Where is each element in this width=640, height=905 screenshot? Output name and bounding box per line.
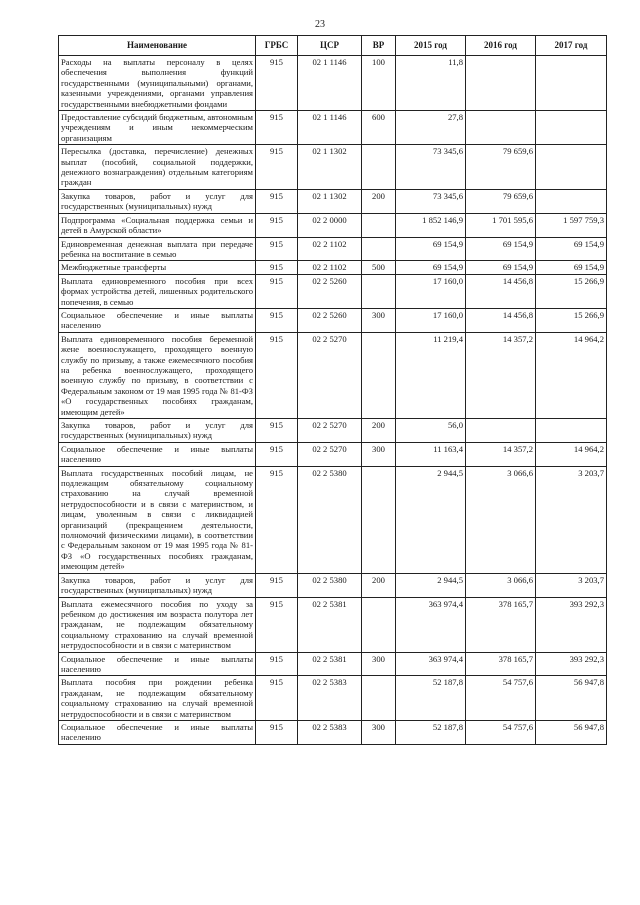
row-vr: 200	[362, 573, 396, 597]
row-csr: 02 2 5270	[298, 442, 362, 466]
row-2016: 3 066,6	[466, 573, 536, 597]
row-2015: 2 944,5	[396, 466, 466, 573]
row-csr: 02 2 5383	[298, 720, 362, 744]
row-vr: 200	[362, 189, 396, 213]
row-csr: 02 2 5260	[298, 274, 362, 308]
row-2015: 69 154,9	[396, 237, 466, 261]
row-2016	[466, 111, 536, 145]
row-2015: 73 345,6	[396, 145, 466, 190]
row-2016: 3 066,6	[466, 466, 536, 573]
row-csr: 02 1 1146	[298, 111, 362, 145]
row-2017: 14 964,2	[536, 332, 607, 418]
row-2017	[536, 419, 607, 443]
row-2015: 56,0	[396, 419, 466, 443]
table-body	[59, 56, 607, 745]
row-2015: 11,8	[396, 56, 466, 111]
row-2017: 69 154,9	[536, 261, 607, 274]
row-vr	[362, 466, 396, 573]
table-row	[59, 261, 607, 274]
row-name: Выплата ежемесячного пособия по уходу за ребенком до достижения им возраста полутора лет гражданам, не подлежащим обязательному социальному страхованию на случай временной нетрудоспособности и в связи с материнством	[59, 597, 256, 652]
row-grbs: 915	[256, 466, 298, 573]
row-2016: 14 357,2	[466, 332, 536, 418]
row-csr: 02 1 1146	[298, 56, 362, 111]
row-2015: 17 160,0	[396, 274, 466, 308]
table-row	[59, 332, 607, 418]
table-row	[59, 442, 607, 466]
row-vr	[362, 597, 396, 652]
row-grbs: 915	[256, 720, 298, 744]
table-row	[59, 56, 607, 111]
row-2015: 52 187,8	[396, 720, 466, 744]
row-csr: 02 2 5381	[298, 597, 362, 652]
row-name: Выплата единовременного пособия при всех формах устройства детей, лишенных родительского попечения, в семью	[59, 274, 256, 308]
row-csr: 02 1 1302	[298, 145, 362, 190]
row-grbs: 915	[256, 261, 298, 274]
row-grbs: 915	[256, 237, 298, 261]
row-name: Единовременная денежная выплата при передаче ребенка на воспитание в семью	[59, 237, 256, 261]
row-2017	[536, 56, 607, 111]
row-2016: 69 154,9	[466, 237, 536, 261]
table-row	[59, 720, 607, 744]
row-2015: 11 163,4	[396, 442, 466, 466]
row-vr	[362, 274, 396, 308]
row-2015: 69 154,9	[396, 261, 466, 274]
row-grbs: 915	[256, 111, 298, 145]
row-name: Подпрограмма «Социальная поддержка семьи и детей в Амурской области»	[59, 213, 256, 237]
row-2015: 27,8	[396, 111, 466, 145]
row-2017: 393 292,3	[536, 652, 607, 676]
row-name: Социальное обеспечение и иные выплаты населению	[59, 442, 256, 466]
row-csr: 02 2 0000	[298, 213, 362, 237]
row-2016: 79 659,6	[466, 189, 536, 213]
row-vr	[362, 237, 396, 261]
row-2015: 11 219,4	[396, 332, 466, 418]
row-grbs: 915	[256, 56, 298, 111]
row-vr	[362, 213, 396, 237]
row-name: Социальное обеспечение и иные выплаты населению	[59, 308, 256, 332]
row-2016: 378 165,7	[466, 652, 536, 676]
row-vr: 300	[362, 308, 396, 332]
row-name: Выплата пособия при рождении ребенка гражданам, не подлежащим обязательному социальному страхованию на случай временной нетрудоспособности и в связи с материнством	[59, 676, 256, 721]
row-grbs: 915	[256, 676, 298, 721]
table-row	[59, 652, 607, 676]
header-2017: 2017 год	[536, 36, 607, 56]
row-2017: 393 292,3	[536, 597, 607, 652]
row-grbs: 915	[256, 189, 298, 213]
row-2016: 14 357,2	[466, 442, 536, 466]
row-name: Социальное обеспечение и иные выплаты населению	[59, 652, 256, 676]
row-name: Закупка товаров, работ и услуг для государственных (муниципальных) нужд	[59, 189, 256, 213]
header-2016: 2016 год	[466, 36, 536, 56]
table-row	[59, 189, 607, 213]
table-row	[59, 419, 607, 443]
row-vr	[362, 676, 396, 721]
table-row	[59, 573, 607, 597]
row-csr: 02 2 5380	[298, 466, 362, 573]
row-name: Закупка товаров, работ и услуг для государственных (муниципальных) нужд	[59, 419, 256, 443]
header-2015: 2015 год	[396, 36, 466, 56]
row-2015: 363 974,4	[396, 597, 466, 652]
row-grbs: 915	[256, 573, 298, 597]
row-csr: 02 2 5383	[298, 676, 362, 721]
row-2017	[536, 145, 607, 190]
row-2017: 56 947,8	[536, 676, 607, 721]
row-2016: 69 154,9	[466, 261, 536, 274]
row-vr: 100	[362, 56, 396, 111]
row-name: Пересылка (доставка, перечисление) денежных выплат (пособий, социальной поддержки, денежного вознаграждения) отдельным категориям граждан	[59, 145, 256, 190]
row-2017: 3 203,7	[536, 466, 607, 573]
table-header-row	[59, 36, 607, 56]
row-name: Расходы на выплаты персоналу в целях обеспечения выполнения функций государственными (муниципальными) органами, казенными учреждениями, органами управления государственными внебюджетными фондами	[59, 56, 256, 111]
row-grbs: 915	[256, 145, 298, 190]
row-csr: 02 2 5270	[298, 332, 362, 418]
row-2016: 14 456,8	[466, 308, 536, 332]
row-2015: 2 944,5	[396, 573, 466, 597]
row-2016: 14 456,8	[466, 274, 536, 308]
row-vr	[362, 145, 396, 190]
row-2016: 54 757,6	[466, 720, 536, 744]
row-2016: 378 165,7	[466, 597, 536, 652]
row-2015: 17 160,0	[396, 308, 466, 332]
row-vr: 200	[362, 419, 396, 443]
budget-table	[58, 35, 607, 745]
row-grbs: 915	[256, 213, 298, 237]
row-grbs: 915	[256, 419, 298, 443]
row-name: Межбюджетные трансферты	[59, 261, 256, 274]
row-vr: 300	[362, 652, 396, 676]
table-row	[59, 676, 607, 721]
row-2017	[536, 111, 607, 145]
table-row	[59, 145, 607, 190]
header-vr: ВР	[362, 36, 396, 56]
row-2017: 56 947,8	[536, 720, 607, 744]
table-row	[59, 274, 607, 308]
row-grbs: 915	[256, 597, 298, 652]
row-2017: 3 203,7	[536, 573, 607, 597]
row-2015: 363 974,4	[396, 652, 466, 676]
row-2015: 52 187,8	[396, 676, 466, 721]
row-2016	[466, 56, 536, 111]
row-name: Выплата единовременного пособия беременной жене военнослужащего, проходящего военную службу по призыву, а также ежемесячного пособия на ребенка военнослужащего, проходящего военную службу по призыву, в соответствии с Федеральным законом от 19 мая 1995 года № 81-ФЗ «О государственных пособиях гражданам, имеющим детей»	[59, 332, 256, 418]
row-2016: 1 701 595,6	[466, 213, 536, 237]
row-name: Выплата государственных пособий лицам, не подлежащим обязательному социальному страхованию на случай временной нетрудоспособности и в связи с материнством, и лицам, уволенным в связи с ликвидацией организаций (прекращением деятельности, полномочий физическими лицами), в соответствии с Федеральным законом от 19 мая 1995 года № 81-ФЗ «О государственных пособиях гражданам, имеющим детей»	[59, 466, 256, 573]
row-csr: 02 2 5270	[298, 419, 362, 443]
row-2016	[466, 419, 536, 443]
row-2017: 69 154,9	[536, 237, 607, 261]
table-row	[59, 466, 607, 573]
table-row	[59, 111, 607, 145]
row-vr: 500	[362, 261, 396, 274]
table-row	[59, 597, 607, 652]
row-vr: 600	[362, 111, 396, 145]
row-2017: 15 266,9	[536, 274, 607, 308]
row-grbs: 915	[256, 308, 298, 332]
row-vr: 300	[362, 720, 396, 744]
table-row	[59, 237, 607, 261]
row-csr: 02 2 5381	[298, 652, 362, 676]
row-grbs: 915	[256, 332, 298, 418]
row-grbs: 915	[256, 652, 298, 676]
table-row	[59, 308, 607, 332]
row-2016: 54 757,6	[466, 676, 536, 721]
row-2016: 79 659,6	[466, 145, 536, 190]
table-row	[59, 213, 607, 237]
page-number: 23	[315, 19, 325, 30]
row-name: Закупка товаров, работ и услуг для государственных (муниципальных) нужд	[59, 573, 256, 597]
row-2017: 1 597 759,3	[536, 213, 607, 237]
row-csr: 02 2 1102	[298, 237, 362, 261]
row-vr: 300	[362, 442, 396, 466]
row-2015: 73 345,6	[396, 189, 466, 213]
row-name: Социальное обеспечение и иные выплаты населению	[59, 720, 256, 744]
row-csr: 02 2 5260	[298, 308, 362, 332]
row-2017	[536, 189, 607, 213]
row-2017: 15 266,9	[536, 308, 607, 332]
header-name: Наименование	[59, 36, 256, 56]
row-name: Предоставление субсидий бюджетным, автономным учреждениям и иным некоммерческим организациям	[59, 111, 256, 145]
row-csr: 02 2 1102	[298, 261, 362, 274]
header-csr: ЦСР	[298, 36, 362, 56]
row-vr	[362, 332, 396, 418]
row-2017: 14 964,2	[536, 442, 607, 466]
row-csr: 02 2 5380	[298, 573, 362, 597]
header-grbs: ГРБС	[256, 36, 298, 56]
row-csr: 02 1 1302	[298, 189, 362, 213]
row-grbs: 915	[256, 442, 298, 466]
row-2015: 1 852 146,9	[396, 213, 466, 237]
row-grbs: 915	[256, 274, 298, 308]
